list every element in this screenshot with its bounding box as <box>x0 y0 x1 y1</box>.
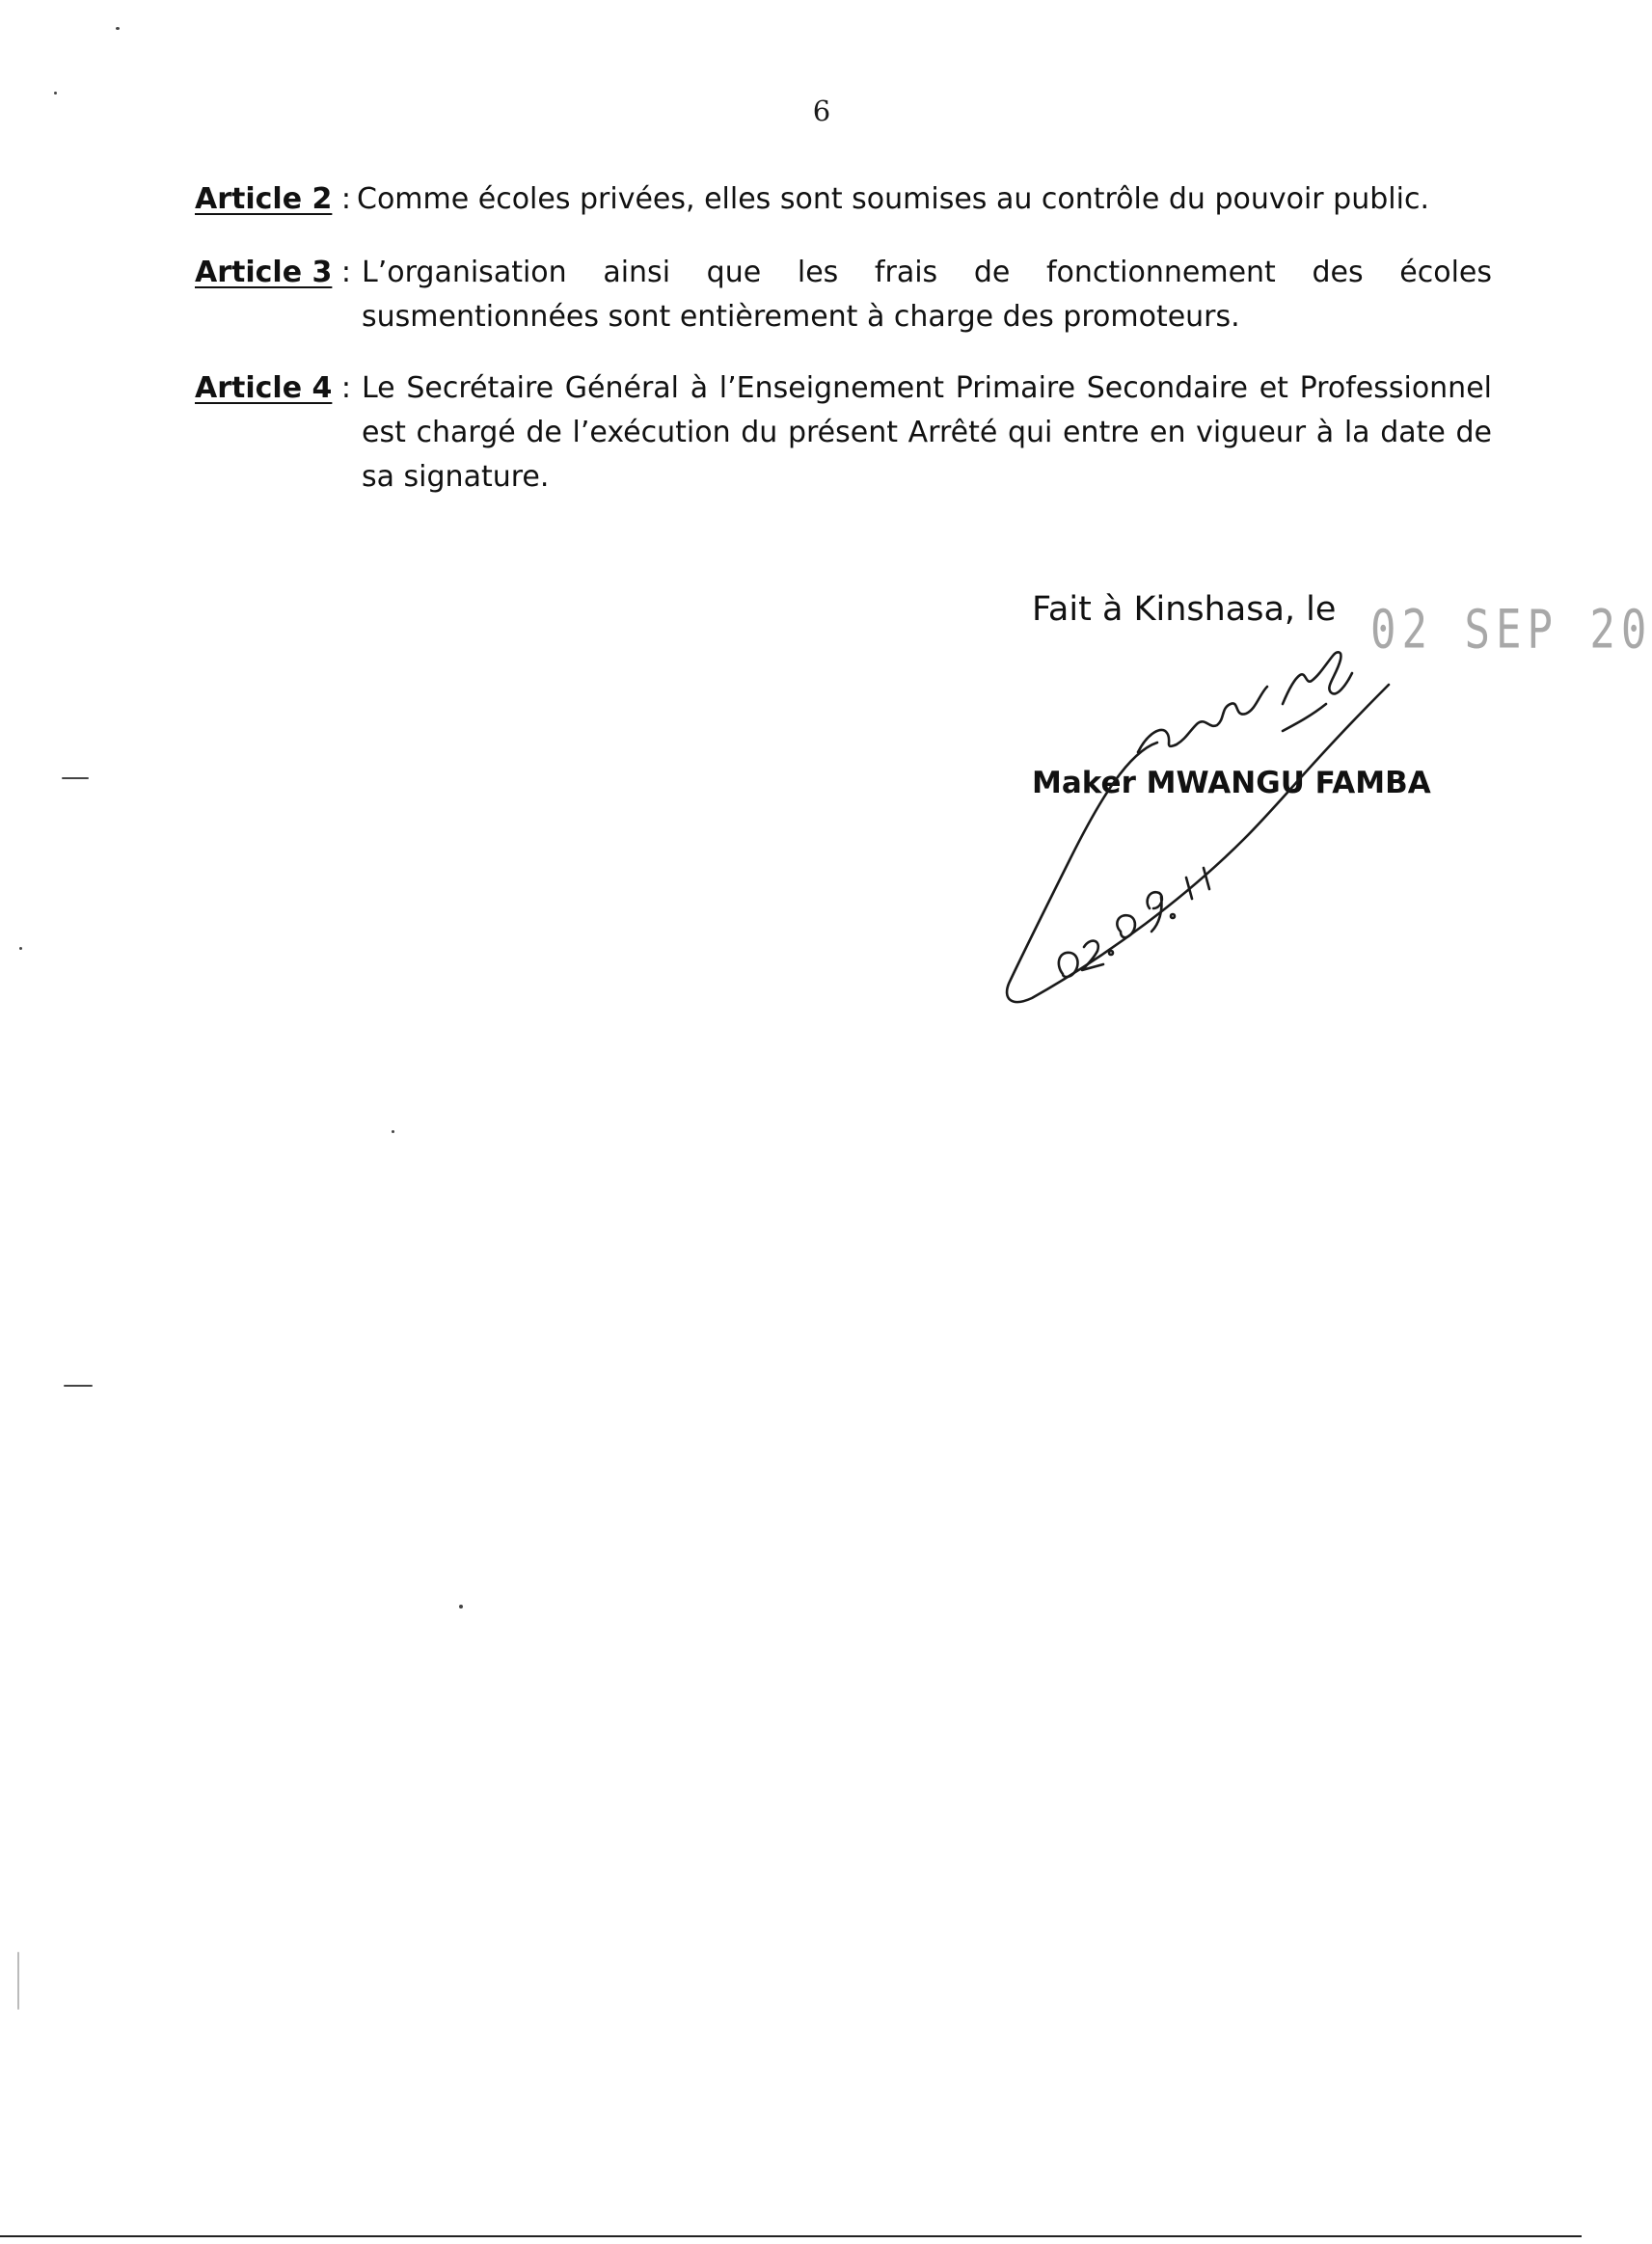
article-4-text: Le Secrétaire Général à l’Enseignement Primaire Secondaire et Professionnel est chargé de l’exécution du présent Arrêté qui entre en vigueur à la date de sa signature. <box>362 371 1492 494</box>
article-2 <box>195 177 1492 222</box>
scan-speck <box>17 1952 19 2010</box>
handwritten-date-zero-1 <box>1059 953 1078 977</box>
handwritten-date-dot-1 <box>1109 951 1113 955</box>
scan-speck <box>62 777 89 779</box>
handwritten-date-nine <box>1148 892 1162 932</box>
article-4 <box>195 366 1492 500</box>
scan-speck <box>64 1385 93 1387</box>
scan-speck <box>54 92 57 95</box>
page-number: 6 <box>812 95 831 127</box>
article-2-separator: : <box>332 182 352 216</box>
scan-speck <box>116 27 120 30</box>
handwritten-date-zero-2 <box>1117 915 1135 937</box>
handwritten-signature <box>993 636 1437 1022</box>
handwritten-date-dot-2 <box>1171 914 1175 918</box>
article-4-name: Article 4 <box>195 371 333 405</box>
scan-speck <box>459 1605 463 1609</box>
article-3-label <box>195 251 351 295</box>
signature-block <box>1032 590 1652 800</box>
article-3 <box>195 251 1492 339</box>
article-3-text: L’organisation ainsi que les frais de fonctionnement des écoles susmentionnées sont entièrement à charge des promoteurs. <box>362 256 1492 334</box>
place-date: Fait à Kinshasa, le <box>1032 590 1337 629</box>
date-stamp: 02 SEP 20 <box>1370 599 1652 662</box>
article-2-name: Article 2 <box>195 182 333 216</box>
scan-speck <box>392 1130 394 1133</box>
article-2-text: Comme écoles privées, elles sont soumises au contrôle du pouvoir public. <box>357 182 1429 216</box>
article-4-separator: : <box>332 371 352 405</box>
bottom-rule <box>0 2235 1582 2237</box>
article-2-label <box>195 177 351 222</box>
article-3-separator: : <box>332 256 352 289</box>
article-3-name: Article 3 <box>195 256 333 289</box>
article-4-label <box>195 366 351 411</box>
signatory-name: Maker MWANGU FAMBA <box>1032 766 1431 800</box>
signature-scribble-stroke-2 <box>1283 652 1352 704</box>
scan-speck <box>19 947 22 950</box>
signature-cross-stroke <box>1283 704 1326 731</box>
